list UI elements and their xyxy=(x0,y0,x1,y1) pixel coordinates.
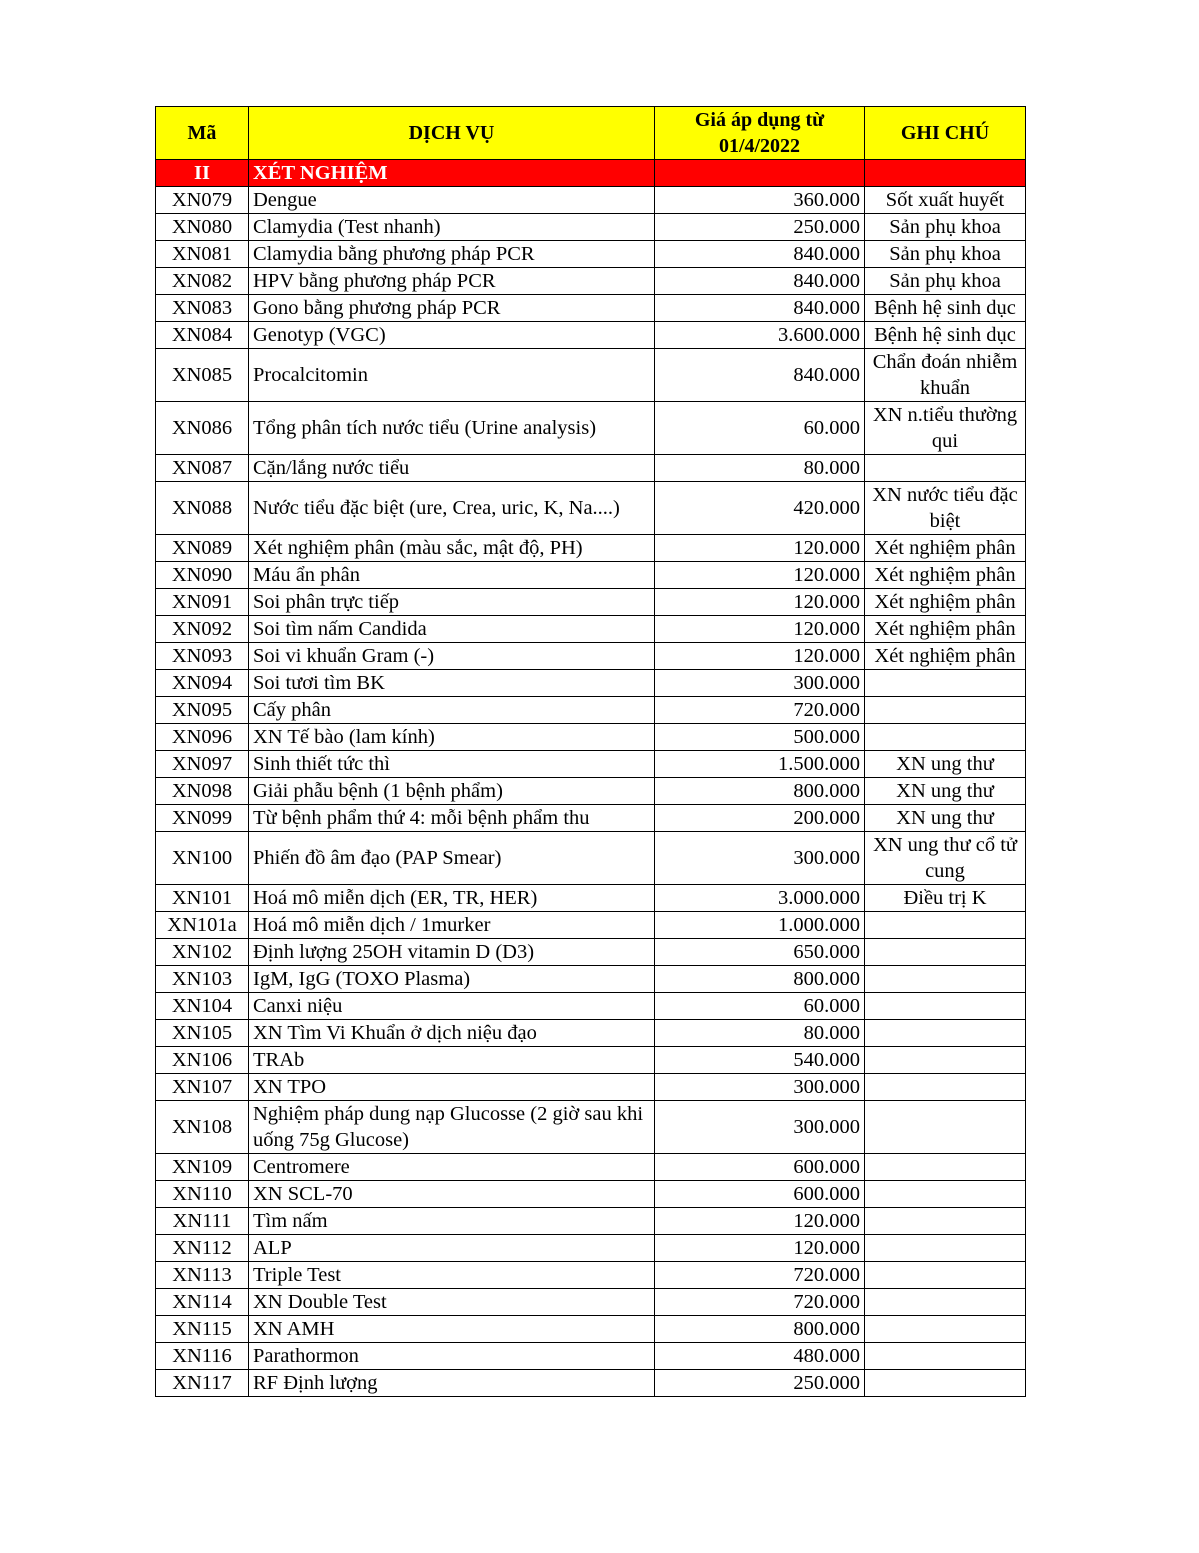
table-row xyxy=(156,1235,1026,1262)
note-cell xyxy=(865,1316,1026,1343)
price-cell: 120.000 xyxy=(655,616,865,643)
code-cell: XN109 xyxy=(156,1154,249,1181)
service-cell: Nước tiểu đặc biệt (ure, Crea, uric, K, Na....) xyxy=(249,482,655,535)
code-cell: XN098 xyxy=(156,778,249,805)
table-row xyxy=(156,966,1026,993)
table-row xyxy=(156,1262,1026,1289)
code-cell: XN081 xyxy=(156,241,249,268)
code-cell: XN089 xyxy=(156,535,249,562)
service-cell: Genotyp (VGC) xyxy=(249,322,655,349)
code-cell: XN107 xyxy=(156,1074,249,1101)
code-cell: XN096 xyxy=(156,724,249,751)
note-cell: Bệnh hệ sinh dục xyxy=(865,322,1026,349)
table-row xyxy=(156,1370,1026,1397)
section-row xyxy=(156,160,1026,187)
note-cell xyxy=(865,912,1026,939)
service-cell: Parathormon xyxy=(249,1343,655,1370)
note-cell xyxy=(865,1289,1026,1316)
service-cell: Hoá mô miễn dịch / 1murker xyxy=(249,912,655,939)
price-cell: 840.000 xyxy=(655,349,865,402)
price-cell: 800.000 xyxy=(655,1316,865,1343)
price-cell: 300.000 xyxy=(655,1074,865,1101)
note-cell xyxy=(865,966,1026,993)
price-cell: 540.000 xyxy=(655,1047,865,1074)
table-row xyxy=(156,643,1026,670)
note-cell xyxy=(865,697,1026,724)
table-row xyxy=(156,1316,1026,1343)
table-row xyxy=(156,1047,1026,1074)
price-cell: 600.000 xyxy=(655,1181,865,1208)
code-cell: XN103 xyxy=(156,966,249,993)
price-cell: 200.000 xyxy=(655,805,865,832)
service-cell: Soi tìm nấm Candida xyxy=(249,616,655,643)
note-cell xyxy=(865,1262,1026,1289)
note-cell: Xét nghiệm phân xyxy=(865,535,1026,562)
service-cell: Tổng phân tích nước tiểu (Urine analysis) xyxy=(249,402,655,455)
note-cell: XN ung thư cổ tử cung xyxy=(865,832,1026,885)
note-cell: Sản phụ khoa xyxy=(865,241,1026,268)
table-row xyxy=(156,616,1026,643)
table-row xyxy=(156,1020,1026,1047)
note-cell xyxy=(865,724,1026,751)
service-cell: XN Tìm Vi Khuẩn ở dịch niệu đạo xyxy=(249,1020,655,1047)
service-cell: Hoá mô miễn dịch (ER, TR, HER) xyxy=(249,885,655,912)
price-cell: 480.000 xyxy=(655,1343,865,1370)
service-cell: Xét nghiệm phân (màu sắc, mật độ, PH) xyxy=(249,535,655,562)
price-cell: 250.000 xyxy=(655,214,865,241)
service-cell: XN Double Test xyxy=(249,1289,655,1316)
header-price: Giá áp dụng từ 01/4/2022 xyxy=(655,107,865,160)
table-row xyxy=(156,778,1026,805)
note-cell xyxy=(865,1074,1026,1101)
table-row xyxy=(156,1181,1026,1208)
code-cell: XN084 xyxy=(156,322,249,349)
note-cell: Sốt xuất huyết xyxy=(865,187,1026,214)
service-cell: XN TPO xyxy=(249,1074,655,1101)
table-row xyxy=(156,1074,1026,1101)
table-row xyxy=(156,1289,1026,1316)
service-cell: Sinh thiết tức thì xyxy=(249,751,655,778)
header-code: Mã xyxy=(156,107,249,160)
code-cell: XN094 xyxy=(156,670,249,697)
price-cell: 120.000 xyxy=(655,562,865,589)
code-cell: XN093 xyxy=(156,643,249,670)
code-cell: XN117 xyxy=(156,1370,249,1397)
note-cell: Chẩn đoán nhiễm khuẩn xyxy=(865,349,1026,402)
service-cell: Máu ẩn phân xyxy=(249,562,655,589)
service-cell: TRAb xyxy=(249,1047,655,1074)
service-cell: Phiến đồ âm đạo (PAP Smear) xyxy=(249,832,655,885)
price-cell: 120.000 xyxy=(655,589,865,616)
price-cell: 3.000.000 xyxy=(655,885,865,912)
price-table xyxy=(155,106,1026,1397)
service-cell: Triple Test xyxy=(249,1262,655,1289)
code-cell: XN079 xyxy=(156,187,249,214)
code-cell: XN112 xyxy=(156,1235,249,1262)
price-cell: 80.000 xyxy=(655,455,865,482)
note-cell: Xét nghiệm phân xyxy=(865,616,1026,643)
note-cell: XN ung thư xyxy=(865,751,1026,778)
note-cell xyxy=(865,1101,1026,1154)
code-cell: XN087 xyxy=(156,455,249,482)
section-title: XÉT NGHIỆM xyxy=(249,160,655,187)
code-cell: XN116 xyxy=(156,1343,249,1370)
note-cell: XN n.tiểu thường qui xyxy=(865,402,1026,455)
price-cell: 120.000 xyxy=(655,1208,865,1235)
code-cell: XN102 xyxy=(156,939,249,966)
service-cell: Định lượng 25OH vitamin D (D3) xyxy=(249,939,655,966)
table-row xyxy=(156,832,1026,885)
note-cell xyxy=(865,1208,1026,1235)
price-cell: 720.000 xyxy=(655,1289,865,1316)
price-cell: 840.000 xyxy=(655,295,865,322)
price-cell: 650.000 xyxy=(655,939,865,966)
price-cell: 600.000 xyxy=(655,1154,865,1181)
table-row xyxy=(156,589,1026,616)
price-cell: 120.000 xyxy=(655,643,865,670)
service-cell: Cấy phân xyxy=(249,697,655,724)
header-service: DỊCH VỤ xyxy=(249,107,655,160)
price-cell: 300.000 xyxy=(655,832,865,885)
table-row xyxy=(156,912,1026,939)
section-empty-note xyxy=(865,160,1026,187)
price-cell: 840.000 xyxy=(655,268,865,295)
table-row xyxy=(156,1343,1026,1370)
table-row xyxy=(156,562,1026,589)
code-cell: XN104 xyxy=(156,993,249,1020)
price-cell: 300.000 xyxy=(655,670,865,697)
price-cell: 420.000 xyxy=(655,482,865,535)
note-cell: XN ung thư xyxy=(865,805,1026,832)
table-row xyxy=(156,268,1026,295)
price-cell: 720.000 xyxy=(655,1262,865,1289)
price-cell: 720.000 xyxy=(655,697,865,724)
table-row xyxy=(156,1208,1026,1235)
note-cell: XN ung thư xyxy=(865,778,1026,805)
service-cell: Canxi niệu xyxy=(249,993,655,1020)
header-note: GHI CHÚ xyxy=(865,107,1026,160)
table-row xyxy=(156,349,1026,402)
note-cell xyxy=(865,1020,1026,1047)
price-cell: 1.000.000 xyxy=(655,912,865,939)
table-row xyxy=(156,187,1026,214)
service-cell: Tìm nấm xyxy=(249,1208,655,1235)
service-cell: Gono bằng phương pháp PCR xyxy=(249,295,655,322)
code-cell: XN110 xyxy=(156,1181,249,1208)
price-cell: 360.000 xyxy=(655,187,865,214)
code-cell: XN111 xyxy=(156,1208,249,1235)
service-cell: Giải phẫu bệnh (1 bệnh phẩm) xyxy=(249,778,655,805)
code-cell: XN088 xyxy=(156,482,249,535)
code-cell: XN101a xyxy=(156,912,249,939)
code-cell: XN091 xyxy=(156,589,249,616)
service-cell: XN Tế bào (lam kính) xyxy=(249,724,655,751)
code-cell: XN115 xyxy=(156,1316,249,1343)
service-cell: IgM, IgG (TOXO Plasma) xyxy=(249,966,655,993)
table-row xyxy=(156,1101,1026,1154)
service-cell: Clamydia (Test nhanh) xyxy=(249,214,655,241)
code-cell: XN095 xyxy=(156,697,249,724)
note-cell: Sản phụ khoa xyxy=(865,268,1026,295)
code-cell: XN108 xyxy=(156,1101,249,1154)
code-cell: XN100 xyxy=(156,832,249,885)
code-cell: XN092 xyxy=(156,616,249,643)
table-row xyxy=(156,482,1026,535)
service-cell: Từ bệnh phẩm thứ 4: mỗi bệnh phẩm thu xyxy=(249,805,655,832)
note-cell xyxy=(865,1181,1026,1208)
code-cell: XN106 xyxy=(156,1047,249,1074)
note-cell xyxy=(865,455,1026,482)
service-cell: XN SCL-70 xyxy=(249,1181,655,1208)
code-cell: XN086 xyxy=(156,402,249,455)
code-cell: XN085 xyxy=(156,349,249,402)
note-cell: Điều trị K xyxy=(865,885,1026,912)
header-row xyxy=(156,107,1026,160)
table-row xyxy=(156,805,1026,832)
note-cell xyxy=(865,1235,1026,1262)
note-cell xyxy=(865,1047,1026,1074)
table-row xyxy=(156,241,1026,268)
table-row xyxy=(156,885,1026,912)
service-cell: RF Định lượng xyxy=(249,1370,655,1397)
note-cell: Sản phụ khoa xyxy=(865,214,1026,241)
table-row xyxy=(156,939,1026,966)
price-cell: 3.600.000 xyxy=(655,322,865,349)
price-cell: 80.000 xyxy=(655,1020,865,1047)
note-cell: Xét nghiệm phân xyxy=(865,562,1026,589)
code-cell: XN083 xyxy=(156,295,249,322)
code-cell: XN101 xyxy=(156,885,249,912)
note-cell: Xét nghiệm phân xyxy=(865,643,1026,670)
table-row xyxy=(156,697,1026,724)
table-row xyxy=(156,1154,1026,1181)
service-cell: Procalcitomin xyxy=(249,349,655,402)
price-cell: 60.000 xyxy=(655,402,865,455)
service-cell: HPV bằng phương pháp PCR xyxy=(249,268,655,295)
service-cell: Dengue xyxy=(249,187,655,214)
service-cell: ALP xyxy=(249,1235,655,1262)
service-cell: Centromere xyxy=(249,1154,655,1181)
note-cell xyxy=(865,1370,1026,1397)
price-cell: 300.000 xyxy=(655,1101,865,1154)
service-cell: Soi tươi tìm BK xyxy=(249,670,655,697)
code-cell: XN114 xyxy=(156,1289,249,1316)
price-cell: 60.000 xyxy=(655,993,865,1020)
table-row xyxy=(156,993,1026,1020)
price-cell: 120.000 xyxy=(655,535,865,562)
table-row xyxy=(156,322,1026,349)
note-cell xyxy=(865,1154,1026,1181)
code-cell: XN099 xyxy=(156,805,249,832)
note-cell: XN nước tiểu đặc biệt xyxy=(865,482,1026,535)
service-cell: Soi vi khuẩn Gram (-) xyxy=(249,643,655,670)
note-cell xyxy=(865,670,1026,697)
service-cell: Clamydia bằng phương pháp PCR xyxy=(249,241,655,268)
code-cell: XN113 xyxy=(156,1262,249,1289)
section-empty-price xyxy=(655,160,865,187)
table-row xyxy=(156,214,1026,241)
code-cell: XN090 xyxy=(156,562,249,589)
table-row xyxy=(156,670,1026,697)
table-row xyxy=(156,751,1026,778)
service-cell: Soi phân trực tiếp xyxy=(249,589,655,616)
note-cell xyxy=(865,993,1026,1020)
table-row xyxy=(156,535,1026,562)
table-row xyxy=(156,402,1026,455)
code-cell: XN080 xyxy=(156,214,249,241)
code-cell: XN105 xyxy=(156,1020,249,1047)
table-row xyxy=(156,295,1026,322)
price-cell: 1.500.000 xyxy=(655,751,865,778)
price-cell: 120.000 xyxy=(655,1235,865,1262)
table-row xyxy=(156,724,1026,751)
note-cell: Xét nghiệm phân xyxy=(865,589,1026,616)
price-cell: 800.000 xyxy=(655,778,865,805)
price-cell: 800.000 xyxy=(655,966,865,993)
note-cell xyxy=(865,1343,1026,1370)
service-cell: Nghiệm pháp dung nạp Glucosse (2 giờ sau khi uống 75g Glucose) xyxy=(249,1101,655,1154)
price-cell: 500.000 xyxy=(655,724,865,751)
code-cell: XN097 xyxy=(156,751,249,778)
note-cell: Bệnh hệ sinh dục xyxy=(865,295,1026,322)
table-row xyxy=(156,455,1026,482)
code-cell: XN082 xyxy=(156,268,249,295)
price-cell: 250.000 xyxy=(655,1370,865,1397)
section-roman: II xyxy=(156,160,249,187)
service-cell: XN AMH xyxy=(249,1316,655,1343)
table-body xyxy=(156,160,1026,1397)
service-cell: Cặn/lắng nước tiểu xyxy=(249,455,655,482)
price-cell: 840.000 xyxy=(655,241,865,268)
note-cell xyxy=(865,939,1026,966)
